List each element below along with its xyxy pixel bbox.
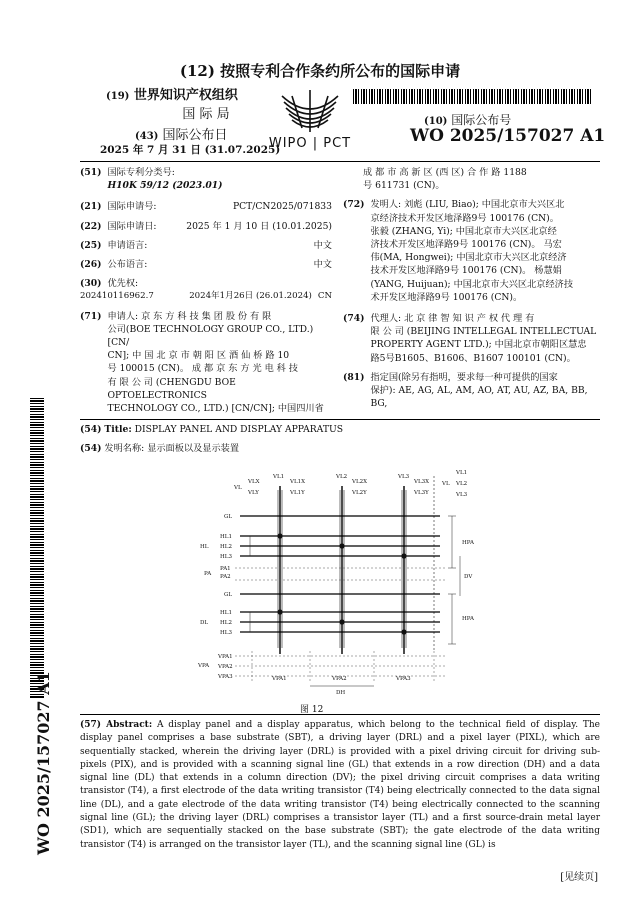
field-21 [80,200,332,213]
inventor-line: 京经济技术开发区地泽路9号 100176 (CN)。 [370,212,559,224]
label-hl3: HL3 [220,554,232,560]
filing-date: 2025 年 1 月 10 日 (10.01.2025) [186,220,332,232]
label-hl2: HL2 [220,544,232,550]
field-code: (71) [80,310,102,322]
abstract-divider [80,714,600,715]
left-column [80,166,332,415]
label-vl3: VL3 [398,474,410,480]
field-25 [80,239,332,252]
field-72 [343,198,601,304]
publication-language: 中文 [313,259,332,271]
inventor-line: 技术开发区地泽路9号 100176 (CN)。 杨慧娟 [370,265,562,277]
abstract-text: A display panel and a display apparatus, which belong to the technical field of display. The display panel comprises a base substrate (SBT), a driving layer (DRL) and a pixel layer (PIXL), which are sequentially stacked, wherein the driving layer (DRL) is provided with a pixel driving circuit for driving sub-pixels (PIX), and is provided with a scanning signal line (GL) that extends in a row direction (DH) and a data signal line (DL) that extends in a column direction (DV); the pixel driving circuit comprises a data writing transistor (T4), a first electrode of the data writing transistor (T4) being electrically connected to the data signal line (DL), and a gate electrode of the data writing transistor (T4) being electrically connected to the scanning signal line (GL); the driving layer (DRL) comprises a transistor layer (TL) and a first source-drain metal layer (SD1), which are sequentially stacked on the base substrate (SBT); the gate electrode of the data writing transistor (T4) is arranged on the transistor layer (TL), and the scanning signal line (GL) is [80,720,600,850]
field-code: (54) [80,424,102,435]
title-cn-row [80,442,239,455]
priority-country: CN [317,291,332,302]
applicant-line: TECHNOLOGY CO., LTD.) [CN/CN]; 中国四川省 [107,403,324,415]
side-publication-number: WO 2025/157027 A1 [34,671,53,855]
label-vl3y: VL3Y [414,490,429,496]
pubdate-label: 国际公布日 [162,128,228,143]
label-hpa: HPA [462,540,474,546]
side-barcode [30,398,44,698]
applicant-line: 公司(BOE TECHNOLOGY GROUP CO., LTD.) [CN/ [107,323,314,349]
label-vl1y: VL1Y [290,490,305,496]
pubno-label: 国际公布号 [451,113,512,127]
agent-line: 限 公 司 (BEIJING INTELLEGAL INTELLECTUAL [370,326,597,338]
pubdate-code: (43) [135,131,159,142]
field-code: (22) [80,220,102,232]
label-hl1: HL1 [220,534,232,540]
label-vl-r3: VL3 [456,492,468,498]
label-vpa1: VPA1 [218,654,233,660]
field-code: (51) [80,167,102,178]
designated-states-line: 保护): AE, AG, AL, AM, AO, AT, AU, AZ, BA, BB, BG, [370,385,588,410]
field-74 [343,312,601,365]
label-dv: DV [464,574,473,580]
field-label: 国际申请日: [107,220,157,232]
label-hl: HL [200,544,209,550]
label-vl2y: VL2Y [352,490,367,496]
field-30 [80,277,332,290]
field-code: (54) [80,443,102,454]
field-code: (25) [80,239,102,251]
field-label: 公布语言: [107,259,148,271]
label-hl3-2: HL3 [220,630,232,636]
label-vpa2: VPA2 [218,664,233,670]
pubdate-label-row [135,124,228,143]
office-block [106,84,266,122]
agent-line: 路5号B1605、B1606、B1607 100101 (CN)。 [370,352,576,364]
field-code: (26) [80,259,102,271]
label-vpa2-bottom: VPA2 [332,676,347,682]
inventor-line: 张毅 (ZHANG, Yi); 中国北京市大兴区北京经 [370,225,557,237]
applicant-line: CN]; 中 国 北 京 市 朝 阳 区 酒 仙 桥 路 10 [107,350,290,362]
title-divider [80,419,600,420]
office-name: 世界知识产权组织 [133,88,238,103]
pubdate-value: 2025 年 7 月 31 日 (31.07.2025) [100,144,281,156]
top-barcode [353,89,591,104]
label-hpa-2: HPA [462,616,474,622]
label-gl: GL [224,514,233,520]
label-vly: VLY [248,490,259,496]
title-en-row [80,423,343,436]
applicant-line: 成 都 市 高 新 区 (西 区) 合 作 路 1188 [363,167,527,178]
field-81 [343,371,601,411]
filing-language: 中文 [313,239,332,251]
field-label: Title: [104,424,132,435]
applicant-line: 申请人: 京 东 方 科 技 集 团 股 份 有 限 [107,310,272,322]
application-number: PCT/CN2025/071833 [232,201,332,213]
label-pa1: PA1 [220,566,231,572]
applicant-line: 有 限 公 司 (CHENGDU BOE OPTOELECTRONICS [107,376,236,401]
field-22 [80,220,332,233]
label-vl-r1: VL1 [456,470,468,476]
field-code: (30) [80,278,102,290]
label-dl: DL [200,620,209,626]
vertical-lines [278,476,434,651]
label-vl: VL [234,485,242,491]
inventor-line: 术开发区地泽路9号 100176 (CN)。 [370,291,523,303]
priority-row [80,290,332,303]
dimension-brackets [250,516,460,686]
label-vl1x: VL1X [290,479,306,485]
field-code: (74) [343,313,365,325]
inventor-line: 伟(MA, Hongwei); 中国北京市大兴区北京经济 [370,252,567,264]
label-vl2x: VL2X [352,479,368,485]
field-51 [80,166,332,192]
title-en: DISPLAY PANEL AND DISPLAY APPARATUS [134,424,343,435]
thick-data-lines [280,486,404,654]
right-column [343,166,601,410]
pubno-code: (10) [424,116,448,127]
field-code: (72) [343,199,365,211]
field-71 [80,310,332,416]
label-vpa1-bottom: VPA1 [272,676,287,682]
label-hl1-2: HL1 [220,610,232,616]
agent-line: PROPERTY AGENT LTD.); 中国北京市朝阳区慧忠 [370,339,587,351]
figure-caption: 图 12 [300,705,324,715]
label-vl1: VL1 [273,474,285,480]
abstract-label: (57) Abstract: [80,720,153,730]
label-vl3x: VL3X [414,479,430,485]
wipo-logo-text: WIPO | PCT [268,136,352,151]
office-code: (19) [106,91,130,102]
header-divider [80,161,600,162]
field-code: (21) [80,201,102,213]
label-vl-r2: VL2 [456,481,468,487]
label-vpa: VPA [198,663,210,669]
inventor-line: 发明人: 刘彪 (LIU, Biao); 中国北京市大兴区北 [370,199,565,211]
label-vlx: VLX [248,479,260,485]
label-gl-2: GL [224,592,233,598]
label-hl2-2: HL2 [220,620,232,626]
field-label: 发明名称: [104,443,145,454]
field-26 [80,258,332,271]
wipo-logo [262,84,358,154]
applicant-line: 号 611731 (CN)。 [363,180,445,192]
abstract [80,719,600,852]
agent-line: 代理人: 北 京 律 智 知 识 产 权 代 理 有 [370,313,535,325]
label-pa: PA [204,571,212,577]
priority-number: 202410116962.7 [80,291,154,302]
priority-date: 2024年1月26日 (26.01.2024) [189,291,312,302]
document-title: (12) 按照专利合作条约所公布的国际申请 [179,62,461,80]
office-subname: 国 际 局 [182,107,230,122]
label-vl2: VL2 [336,474,348,480]
figure-12 [190,466,480,702]
label-vl-r0: VL [442,481,450,487]
ipc-value: H10K 59/12 (2023.01) [107,180,223,192]
field-label: 国际专利分类号: [107,167,175,178]
applicant-continued [343,166,601,192]
label-vpa3: VPA3 [218,674,233,680]
field-label: 申请语言: [107,239,148,251]
label-pa2: PA2 [220,574,231,580]
inventor-line: (YANG, Huijuan); 中国北京市大兴区北京经济技 [370,278,574,290]
label-vpa3-bottom: VPA3 [396,676,411,682]
applicant-line: 号 100015 (CN)。 成 都 京 东 方 光 电 科 技 [107,363,298,375]
field-label: 优先权: [107,278,139,290]
pubno-value: WO 2025/157027 A1 [410,126,606,146]
field-label: 国际申请号: [107,201,157,213]
inventor-line: 济技术开发区地泽路9号 100176 (CN)。 马宏 [370,239,562,251]
label-dh: DH [336,690,346,696]
field-code: (81) [343,371,365,383]
designated-states-line: 指定国(除另有指明，要求每一种可提供的国家 [370,371,558,383]
continued-note: [见续页] [560,872,598,883]
title-cn: 显示面板以及显示装置 [147,443,240,454]
